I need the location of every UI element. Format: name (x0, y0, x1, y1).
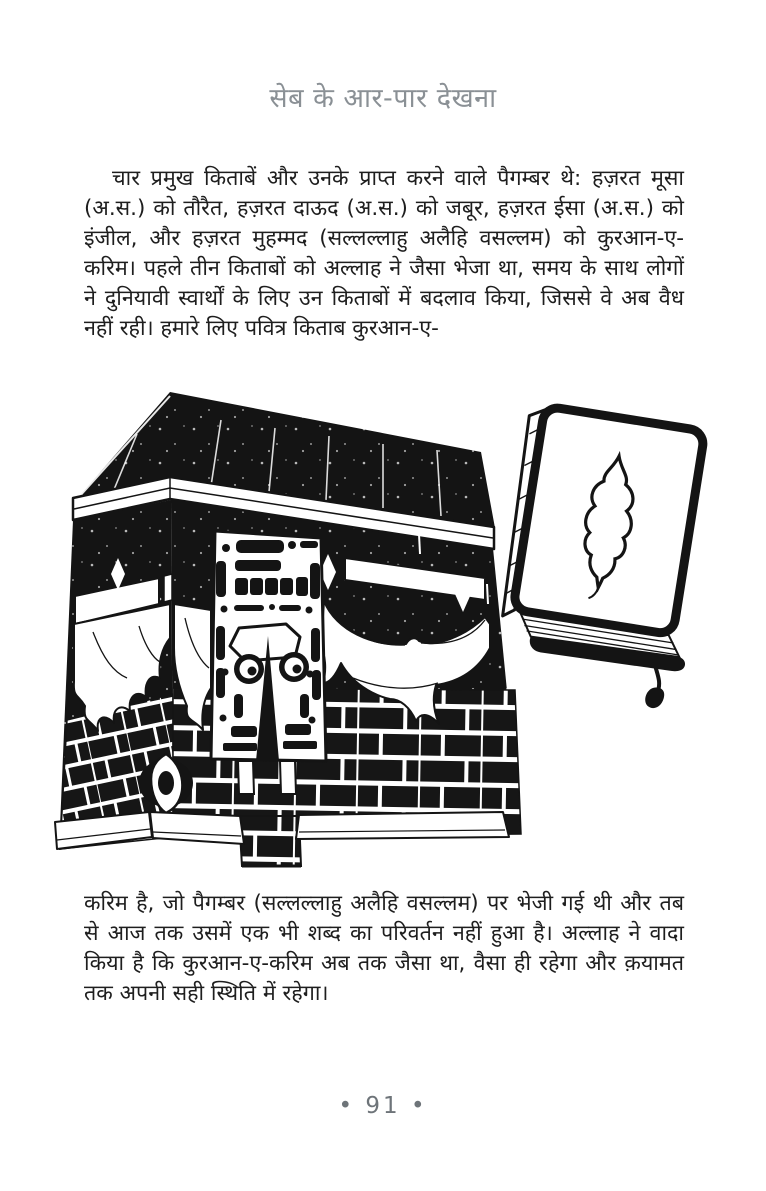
page-number: • 91 • (338, 1093, 428, 1119)
paragraph-2: करिम है, जो पैगम्बर (सल्लल्लाहु अलैहि वसल्लम) पर भेजी गई थी और तब से आज तक उसमें एक भी शब्द का परिवर्तन नहीं हुआ है। अल्लाह ने वादा किया है कि कुरआन-ए-करिम अब तक जैसा था, वैसा ही रहेगा और क़यामत तक अपनी सही स्थिति में रहेगा। (84, 891, 684, 1006)
paragraph-1: चार प्रमुख किताबें और उनके प्राप्त करने वाले पैगम्बर थे: हज़रत मूसा (अ.स.) को तौरैत, हज़रत दाऊद (अ.स.) को जबूर, हज़रत ईसा (अ.स.) को इंजील, और हज़रत मुहम्मद (सल्लल्लाहु अलैहि वसल्लम) को कुरआन-ए-करिम। पहले तीन किताबों को अल्लाह ने जैसा भेजा था, समय के साथ लोगों ने दुनियावी स्वार्थों के लिए उन किताबों में बदलाव किया, जिससे वे अब वैध नहीं रही। हमारे लिए पवित्र किताब कुरआन-ए- (84, 166, 684, 341)
marble-base (55, 812, 509, 866)
kaaba-quran-illustration (53, 388, 713, 873)
quran-figure (487, 404, 713, 712)
page-title: सेब के आर-पार देखना (269, 83, 497, 114)
kaaba-figure (55, 392, 521, 866)
quran-cover (513, 406, 705, 635)
kaaba-door (211, 531, 326, 794)
book-page (0, 78, 766, 1191)
